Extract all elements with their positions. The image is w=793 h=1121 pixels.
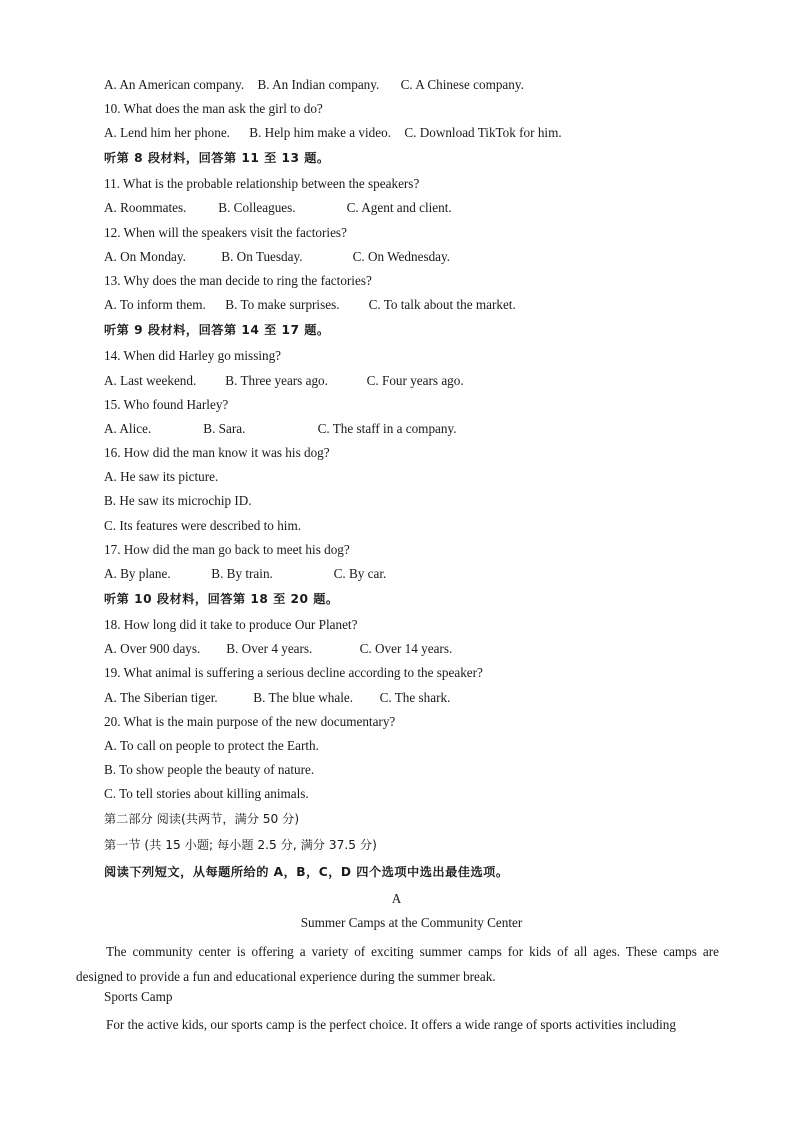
q16-option-c: C. Its features were described to him. bbox=[104, 518, 302, 533]
q18-question: 18. How long did it take to produce Our Planet? bbox=[104, 617, 358, 632]
section-10-instruction: 听第 10 段材料，回答第 18 至 20 题。 bbox=[104, 592, 339, 606]
q19-question: 19. What animal is suffering a serious decline according to the speaker? bbox=[104, 665, 483, 680]
q19-options bbox=[104, 690, 450, 706]
q14-options bbox=[104, 373, 464, 389]
q14-option-a: A. Last weekend. bbox=[104, 373, 197, 388]
q13-options bbox=[104, 297, 516, 313]
q10-option-c: C. Download TikTok for him. bbox=[404, 125, 562, 140]
reading-instruction: 阅读下列短文，从每题所给的 A，B，C，D 四个选项中选出最佳选项。 bbox=[104, 865, 509, 879]
q13-option-a: A. To inform them. bbox=[104, 297, 206, 312]
section-9-instruction: 听第 9 段材料，回答第 14 至 17 题。 bbox=[104, 323, 330, 337]
q20-option-a: A. To call on people to protect the Earth. bbox=[104, 738, 319, 753]
q15-option-c: C. The staff in a company. bbox=[317, 421, 457, 436]
q11-option-c: C. Agent and client. bbox=[346, 200, 452, 215]
q13-option-c: C. To talk about the market. bbox=[368, 297, 516, 312]
q16-option-b: B. He saw its microchip ID. bbox=[104, 493, 252, 508]
q11-option-a: A. Roommates. bbox=[104, 200, 187, 215]
q12-question: 12. When will the speakers visit the factories? bbox=[104, 225, 347, 240]
passage-letter: A bbox=[391, 891, 402, 906]
q18-option-c: C. Over 14 years. bbox=[359, 641, 453, 656]
q10-question: 10. What does the man ask the girl to do? bbox=[104, 101, 323, 116]
section-8-instruction: 听第 8 段材料，回答第 11 至 13 题。 bbox=[104, 151, 330, 165]
q17-option-b: B. By train. bbox=[211, 566, 273, 581]
q16-question: 16. How did the man know it was his dog? bbox=[104, 445, 330, 460]
q9-option-c: C. A Chinese company. bbox=[400, 77, 524, 92]
q15-options bbox=[104, 421, 457, 437]
q13-option-b: B. To make surprises. bbox=[225, 297, 340, 312]
q17-options bbox=[104, 566, 386, 582]
q10-option-b: B. Help him make a video. bbox=[249, 125, 392, 140]
q11-question: 11. What is the probable relationship between the speakers? bbox=[104, 176, 420, 191]
q20-question: 20. What is the main purpose of the new documentary? bbox=[104, 714, 396, 729]
q15-option-b: B. Sara. bbox=[203, 421, 246, 436]
q12-option-c: C. On Wednesday. bbox=[352, 249, 451, 264]
q20-option-b: B. To show people the beauty of nature. bbox=[104, 762, 315, 777]
q12-option-a: A. On Monday. bbox=[104, 249, 186, 264]
q15-question: 15. Who found Harley? bbox=[104, 397, 229, 412]
q13-question: 13. Why does the man decide to ring the factories? bbox=[104, 273, 372, 288]
q19-option-c: C. The shark. bbox=[379, 690, 451, 705]
q18-option-a: A. Over 900 days. bbox=[104, 641, 201, 656]
q17-option-c: C. By car. bbox=[333, 566, 387, 581]
q15-option-a: A. Alice. bbox=[104, 421, 152, 436]
q18-options bbox=[104, 641, 452, 657]
part-2-title: 第二部分 阅读(共两节，满分 50 分) bbox=[104, 812, 300, 826]
q11-options bbox=[104, 200, 452, 216]
q18-option-b: B. Over 4 years. bbox=[226, 641, 313, 656]
passage-paragraph-2: For the active kids, our sports camp is the perfect choice. It offers a wide range of sports activities including bbox=[106, 1017, 676, 1032]
passage-title: Summer Camps at the Community Center bbox=[300, 915, 523, 930]
passage-paragraph-1: The community center is offering a variety of exciting summer camps for kids of all ages. These camps are designed to provide a fun and educational experience during the summer break. bbox=[76, 944, 719, 984]
section-1-title: 第一节 (共 15 小题; 每小题 2.5 分, 满分 37.5 分) bbox=[104, 838, 377, 852]
q11-option-b: B. Colleagues. bbox=[218, 200, 296, 215]
q17-option-a: A. By plane. bbox=[104, 566, 171, 581]
q10-option-a: A. Lend him her phone. bbox=[104, 125, 230, 140]
q10-options bbox=[104, 125, 562, 141]
q20-option-c: C. To tell stories about killing animals. bbox=[104, 786, 309, 801]
q14-question: 14. When did Harley go missing? bbox=[104, 348, 282, 363]
q9-option-a: A. An American company. bbox=[104, 77, 245, 92]
q12-option-b: B. On Tuesday. bbox=[221, 249, 303, 264]
q16-option-a: A. He saw its picture. bbox=[104, 469, 219, 484]
q9-options bbox=[104, 77, 524, 93]
sports-camp-heading: Sports Camp bbox=[104, 989, 173, 1004]
q14-option-c: C. Four years ago. bbox=[366, 373, 464, 388]
q19-option-a: A. The Siberian tiger. bbox=[104, 690, 218, 705]
q9-option-b: B. An Indian company. bbox=[257, 77, 380, 92]
q12-options bbox=[104, 249, 450, 265]
q14-option-b: B. Three years ago. bbox=[225, 373, 328, 388]
q17-question: 17. How did the man go back to meet his dog? bbox=[104, 542, 350, 557]
q19-option-b: B. The blue whale. bbox=[253, 690, 354, 705]
